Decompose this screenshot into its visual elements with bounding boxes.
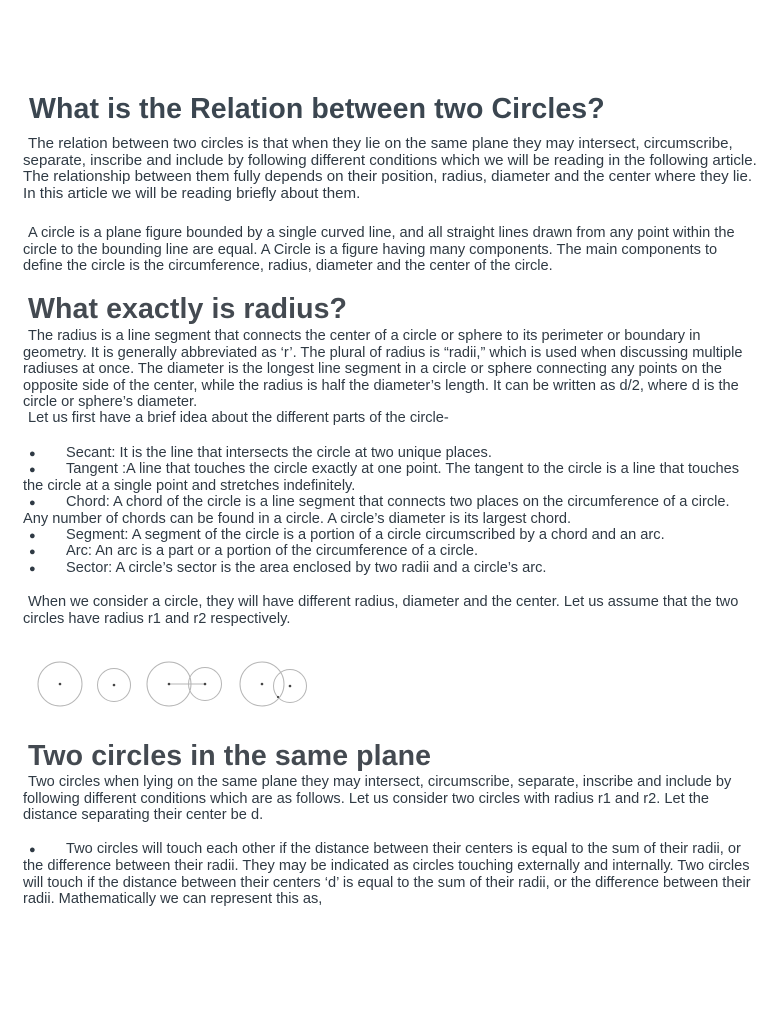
two-circles-figure <box>32 656 322 716</box>
radius-paragraph <box>23 328 751 411</box>
list-item-segment <box>23 527 751 544</box>
assume-radius-text: When we consider a circle, they will have different radius, diameter and the center. Let us assume that the two circles have radius r1 and r2 respectively. <box>23 594 739 627</box>
list-item-text: Secant: It is the line that intersects the circle at two unique places. <box>66 445 492 461</box>
intersection-point <box>277 696 279 698</box>
figure-lines <box>38 662 307 706</box>
list-item-secant <box>23 445 751 462</box>
center-point <box>113 684 116 687</box>
bullet-icon: ● <box>29 546 36 558</box>
heading-relation-between-circles: What is the Relation between two Circles? <box>29 93 605 125</box>
intro-paragraph-text: The relation between two circles is that when they lie on the same plane they may intersect, circumscribe, separate, inscribe and include by following different conditions which we will be reading in the following article. The relationship between them fully depends on their position, radius, diameter and the center where they lie. In this article we will be reading briefly about them. <box>23 135 757 202</box>
list-item-text: Segment: A segment of the circle is a portion of a circle circumscribed by a chord and an arc. <box>66 527 665 543</box>
list-item-text: Sector: A circle’s sector is the area enclosed by two radii and a circle’s arc. <box>66 560 547 576</box>
parts-intro-text: Let us first have a brief idea about the different parts of the circle- <box>28 410 449 426</box>
bullet-icon: ● <box>29 844 36 856</box>
list-item-text: Arc: An arc is a part or a portion of the circumference of a circle. <box>66 543 479 559</box>
bullet-icon: ● <box>29 448 36 460</box>
touching-circles-text: Two circles will touch each other if the distance between their centers is equal to the sum of their radii, or the difference between their radii. They may be indicated as circles touching externally and internally. Two circles will touch if the distance between their centers ‘d’ is equal to the sum of their radii, or the difference between their radii. Mathematically we can represent this as, <box>23 841 755 908</box>
circle-definition-text: A circle is a plane figure bounded by a single curved line, and all straight lines drawn from any point within the circle to the bounding line are equal. A Circle is a figure having many components. The main components to define the circle is the circumference, radius, diameter and the center of the circle. <box>23 225 735 275</box>
list-item-sector <box>23 560 751 577</box>
bullet-icon: ● <box>29 497 36 509</box>
bullet-icon: ● <box>29 563 36 575</box>
same-plane-paragraph <box>23 774 751 824</box>
touching-circles-item <box>23 841 755 908</box>
list-item-arc <box>23 543 751 560</box>
list-item-text: Chord: A chord of the circle is a line segment that connects two places on the circumference of a circle. Any number of chords can be found in a circle. A circle’s diameter is its largest chord. <box>23 494 733 528</box>
list-item-tangent <box>23 461 751 495</box>
same-plane-text: Two circles when lying on the same plane they may intersect, circumscribe, separate, inscribe and include by following different conditions which are as follows. Let us consider two circles with radius r1 and r2. Let the distance separating their center be d. <box>23 774 732 824</box>
bullet-icon: ● <box>29 530 36 542</box>
heading-what-is-radius: What exactly is radius? <box>28 293 348 325</box>
assume-radius-paragraph <box>23 594 751 627</box>
center-point <box>204 683 207 686</box>
circle-definition-paragraph <box>23 225 751 275</box>
center-points <box>59 683 292 698</box>
heading-two-circles-same-plane: Two circles in the same plane <box>28 740 432 772</box>
bullet-icon: ● <box>29 464 36 476</box>
list-item-chord <box>23 494 751 528</box>
radius-paragraph-text: The radius is a line segment that connects the center of a circle or sphere to its perimeter or boundary in geometry. It is generally abbreviated as ‘r’. The plural of radius is “radii,” which is used when discussing multiple radiuses at once. The diameter is the longest line segment in a circle or sphere connecting any points on the opposite side of the center, while the radius is half the diameter’s length. It can be written as d/2, where d is the circle or sphere’s diameter. <box>23 328 743 411</box>
center-point <box>261 683 264 686</box>
parts-intro-paragraph <box>23 410 751 427</box>
intro-paragraph <box>23 136 763 202</box>
center-point <box>289 685 292 688</box>
list-item-text: Tangent :A line that touches the circle exactly at one point. The tangent to the circle is a line that touches the circle at a single point and stretches indefinitely. <box>23 461 744 495</box>
center-point <box>168 683 171 686</box>
center-point <box>59 683 62 686</box>
